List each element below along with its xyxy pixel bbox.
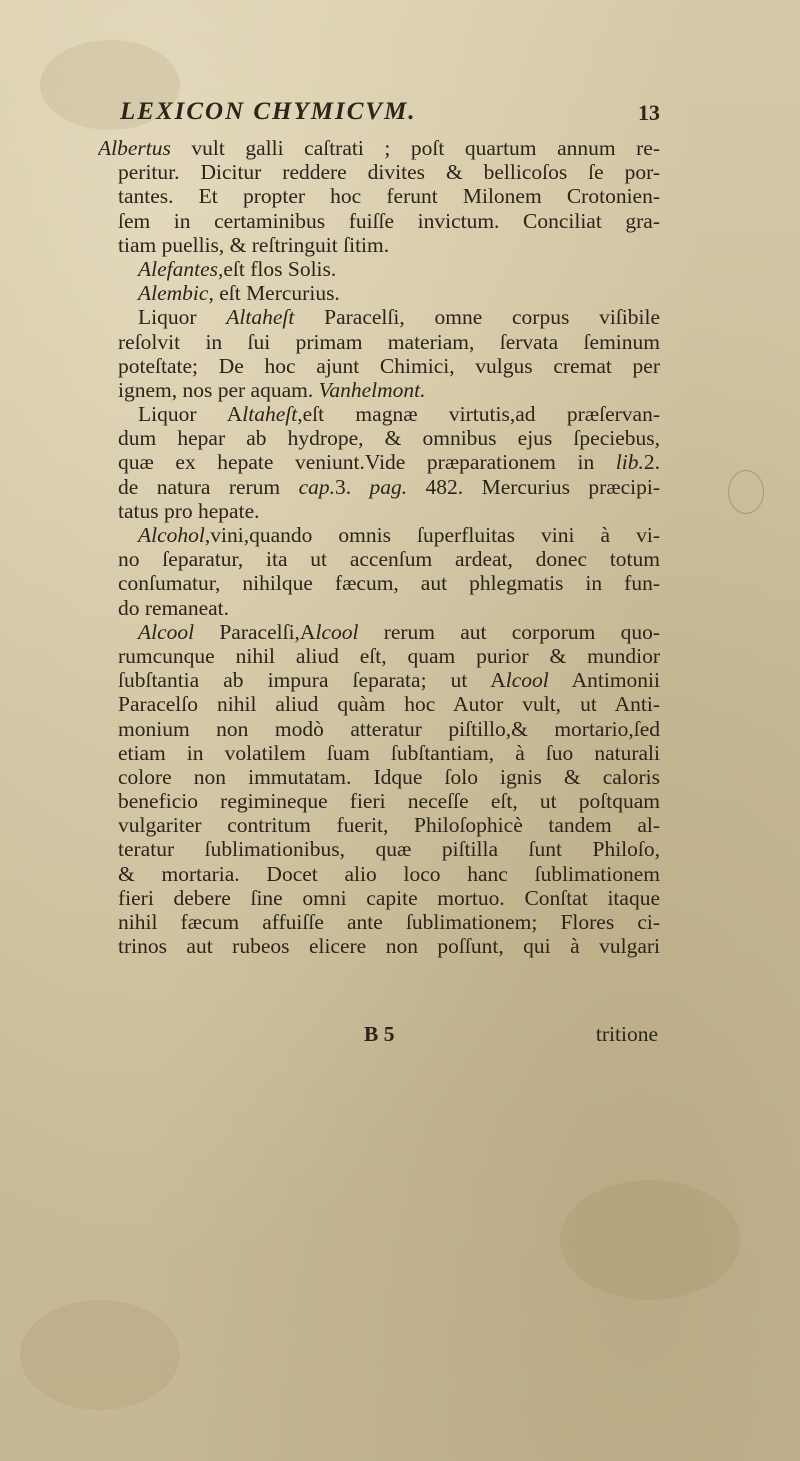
- main-text: [98, 136, 660, 958]
- text-line: de natura rerum cap.3. pag. 482. Mercurius præcipi-: [118, 474, 660, 499]
- paper-stain: [560, 1180, 740, 1300]
- text-line: Liquor Altaheſt,eſt magnæ virtutis,ad præſervan-: [138, 402, 660, 427]
- text-line: tantes. Et propter hoc ferunt Milonem Crotonien-: [118, 184, 660, 209]
- text-line: teratur ſublimationibus, quæ piſtilla ſunt Philoſo,: [118, 837, 660, 862]
- text-line: & mortaria. Docet alio loco hanc ſublimationem: [118, 861, 660, 886]
- paper-stain: [20, 1300, 180, 1410]
- text-line: peritur. Dicitur reddere divites & bellicoſos ſe por-: [118, 160, 660, 185]
- text-line: poteſtate; De hoc ajunt Chimici, vulgus cremat per: [118, 353, 660, 378]
- text-line: Liquor Altaheſt Paracelſi, omne corpus viſibile: [138, 305, 660, 330]
- paragraph-alcool: [98, 620, 660, 959]
- text-line: Albertus vult galli caſtrati ; poſt quartum annum re-: [98, 136, 660, 160]
- text-line: tiam puellis, & reſtringuit ſitim.: [118, 232, 390, 257]
- text-line: Alembic, eſt Mercurius.: [138, 281, 340, 306]
- text-line: etiam in volatilem ſuam ſubſtantiam, à ſuo naturali: [118, 740, 660, 765]
- text-line: ſem in certaminibus fuiſſe invictum. Conciliat gra-: [118, 208, 660, 233]
- text-line: beneficio regimineque fieri neceſſe eſt, ut poſtquam: [118, 789, 660, 814]
- paragraph-liquor-altahest: [98, 305, 660, 402]
- catchword: tritione: [595, 1022, 658, 1046]
- page-footer: [98, 1022, 660, 1048]
- signature-mark: B 5: [364, 1022, 395, 1046]
- text-line: Paracelſo nihil aliud quàm hoc Autor vult, ut Anti-: [118, 692, 660, 717]
- text-line: monium non modò atteratur piſtillo,& mortario,ſed: [118, 716, 660, 741]
- text-line: rumcunque nihil aliud eſt, quam purior & mundior: [118, 643, 660, 668]
- paragraph-liquor-hepar: [98, 402, 660, 523]
- text-line: Alcohol,vini,quando omnis ſuperfluitas vini à vi-: [138, 523, 660, 547]
- text-line: conſumatur, nihilque fæcum, aut phlegmatis in fun-: [118, 571, 660, 596]
- paragraph-alcohol: [98, 523, 660, 620]
- text-line: ſubſtantia ab impura ſeparata; ut Alcool Antimonii: [118, 668, 660, 693]
- text-line: do remaneat.: [118, 595, 230, 620]
- text-line: trinos aut rubeos elicere non poſſunt, qui à vulgari: [118, 934, 660, 959]
- text-line: no ſeparatur, ita ut accenſum ardeat, donec totum: [118, 547, 660, 572]
- text-line: Alcool Paracelſi,Alcool rerum aut corporum quo-: [138, 619, 660, 644]
- page-header: [120, 98, 660, 132]
- margin-mark: [728, 470, 764, 514]
- text-line: fieri debere ſine omni capite mortuo. Conſtat itaque: [118, 885, 660, 910]
- text-line: reſolvit in ſui primam materiam, ſervata ſeminum: [118, 329, 660, 354]
- paragraph-albertus: [98, 136, 660, 257]
- running-head: LEXICON CHYMICVM.: [120, 98, 417, 125]
- text-line: Alefantes,eſt flos Solis.: [138, 256, 337, 281]
- paragraph-alefantes: [98, 257, 660, 281]
- text-line: quæ ex hepate veniunt.Vide præparationem in lib.2.: [118, 450, 660, 475]
- text-line: ignem, nos per aquam. Vanhelmont.: [118, 377, 426, 402]
- text-line: tatus pro hepate.: [118, 498, 260, 523]
- paragraph-alembic: [98, 281, 660, 305]
- text-line: colore non immutatam. Idque ſolo ignis & caloris: [118, 764, 660, 789]
- text-line: vulgariter contritum fuerit, Philoſophicè tandem al-: [118, 813, 660, 838]
- text-line: dum hepar ab hydrope, & omnibus ejus ſpeciebus,: [118, 426, 660, 451]
- text-line: nihil fæcum affuiſſe ante ſublimationem; Flores ci-: [118, 910, 660, 934]
- page-number: 13: [638, 100, 660, 125]
